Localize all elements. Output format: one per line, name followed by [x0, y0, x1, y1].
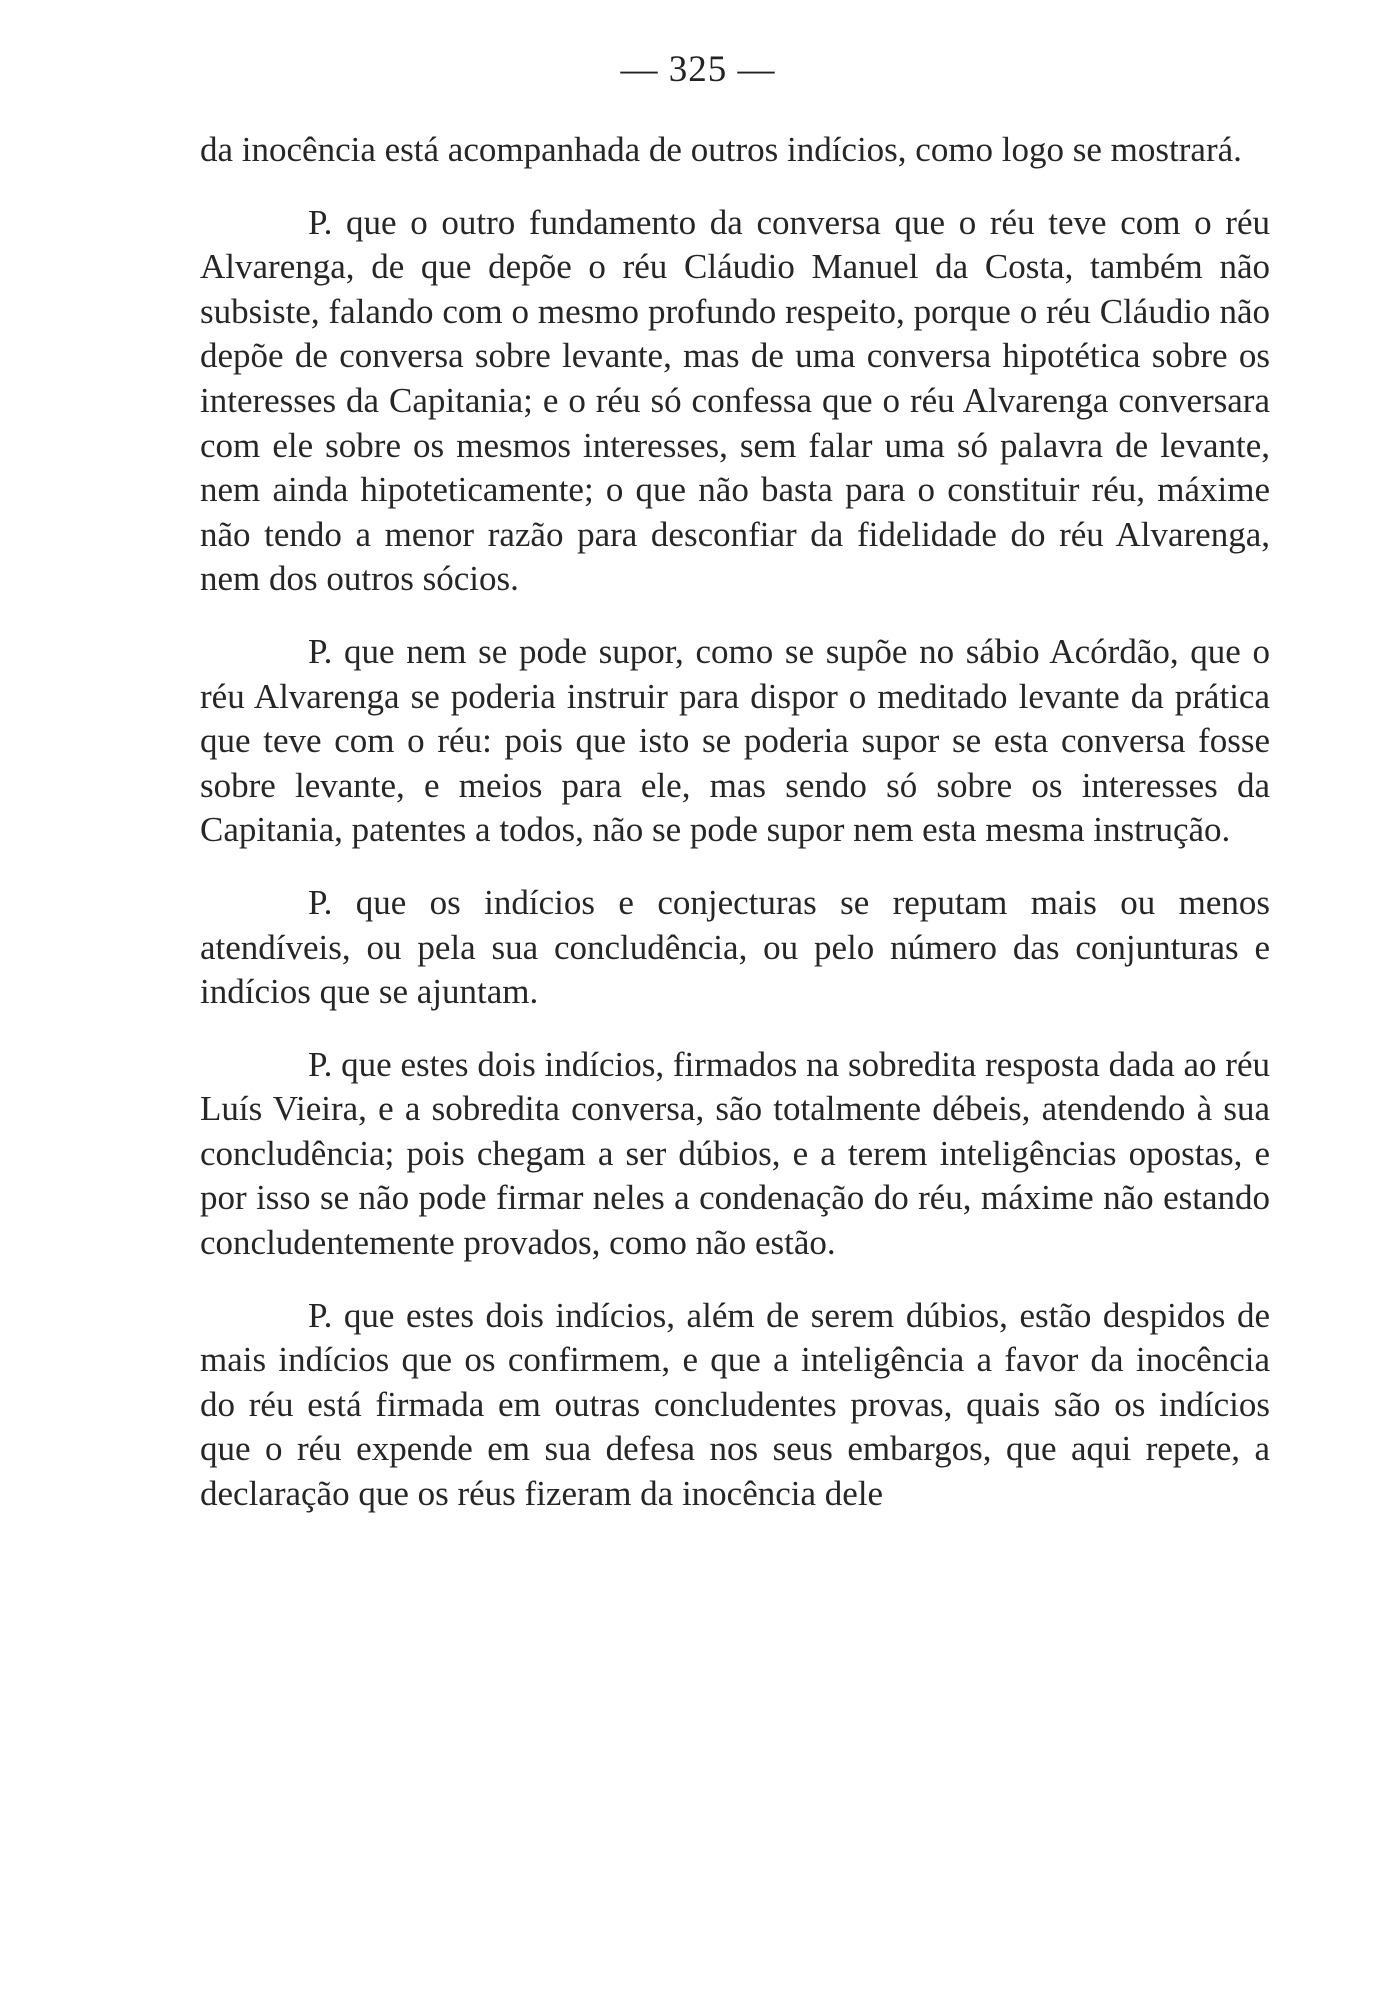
paragraph: P. que estes dois indícios, firmados na sobredita resposta dada ao réu Luís Vieira, e a sobredita conversa, são totalmente débeis, atendendo à sua concludência; pois chegam a ser dúbios, e a terem inteligências opostas, e por isso se não pode firmar neles a condenação do réu, máxime não estando concludentemente provados, como não estão. — [200, 1044, 1270, 1263]
paragraph: P. que nem se pode supor, como se supõe no sábio Acórdão, que o réu Alvarenga se poderia instruir para dispor o meditado levante da prática que teve com o réu: pois que isto se poderia supor se esta conversa fosse sobre levante, e meios para ele, mas sendo só sobre os interesses da Capitania, patentes a todos, não se pode supor nem esta mesma instrução. — [200, 631, 1270, 850]
paragraph-continuation: da inocência está acompanhada de outros indícios, como logo se mostrará. — [200, 130, 1242, 169]
paragraph: P. que os indícios e conjecturas se reputam mais ou menos atendíveis, ou pela sua concludência, ou pelo número das conjunturas e indícios que se ajuntam. — [200, 882, 1270, 1012]
paragraph: P. que estes dois indícios, além de serem dúbios, estão despidos de mais indícios que os confirmem, e que a inteligência a favor da inocência do réu está firmada em outras concludentes provas, quais são os indícios que o réu expende em sua defesa nos seus embargos, que aqui repete, a declaração que os réus fizeram da inocência dele — [200, 1295, 1270, 1514]
paragraph: P. que o outro fundamento da conversa que o réu teve com o réu Alvarenga, de que depõe o réu Cláudio Manuel da Costa, também não subsiste, falando com o mesmo profundo respeito, porque o réu Cláudio não depõe de conversa sobre levante, mas de uma conversa hipotética sobre os interesses da Capitania; e o réu só confessa que o réu Alvarenga conversara com ele sobre os mesmos interesses, sem falar uma só palavra de levante, nem ainda hipoteticamente; o que não basta para o constituir réu, máxime não tendo a menor razão para desconfiar da fidelidade do réu Alvarenga, nem dos outros sócios. — [200, 202, 1270, 599]
page-number: — 325 — — [620, 49, 776, 90]
body-text — [200, 128, 1270, 1517]
